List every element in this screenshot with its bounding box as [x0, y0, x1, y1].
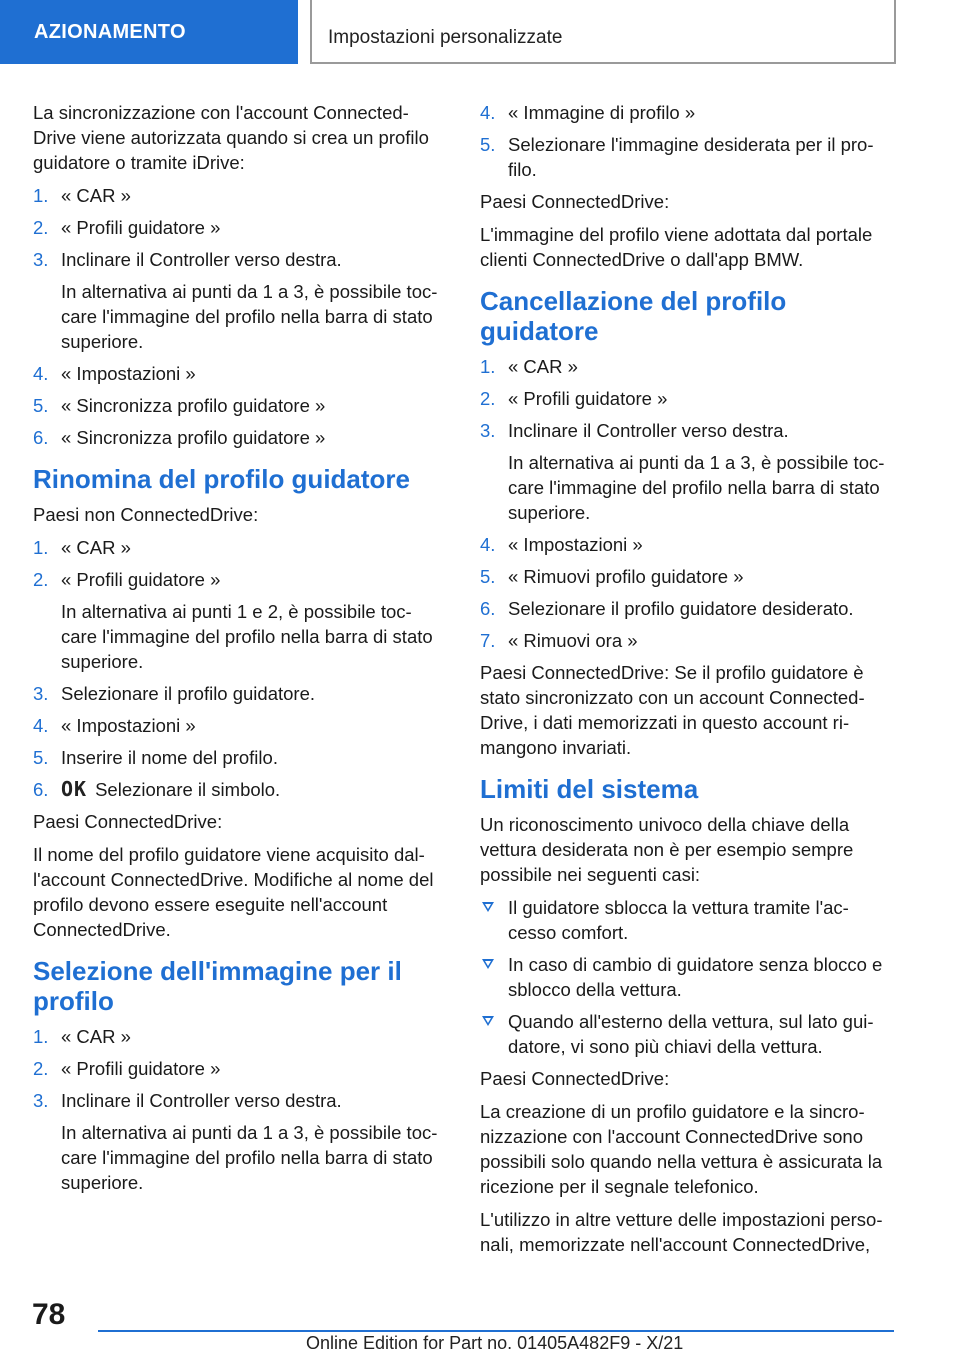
step-text: « Rimuovi ora »	[508, 630, 638, 651]
image-steps-list-continued	[480, 100, 894, 182]
step-number: 4.	[33, 715, 49, 736]
step-text: Inclinare il Controller verso destra.	[508, 420, 789, 441]
step-text: « Profili guidatore »	[508, 388, 668, 409]
step-number: 5.	[33, 395, 49, 416]
step-text: « Impostazioni »	[61, 715, 196, 736]
step-text: « CAR »	[61, 1026, 131, 1047]
connecteddrive-label: Paesi ConnectedDrive:	[480, 191, 670, 212]
list-item	[33, 1024, 447, 1049]
list-item	[33, 425, 447, 450]
step-number: 4.	[480, 534, 496, 555]
connecteddrive-label: Paesi ConnectedDrive:	[33, 811, 223, 832]
list-item	[480, 532, 894, 557]
list-item	[480, 418, 894, 525]
limits-bullet-list	[480, 895, 894, 1059]
list-item	[33, 777, 447, 802]
delete-note: Paesi ConnectedDrive: Se il profilo guidatore è stato sincronizzato con un account Connected-Drive, i dati memorizzati in questo account ri-mangono invariati.	[480, 662, 865, 758]
last-paragraph: L'utilizzo in altre vetture delle impostazioni perso-nali, memorizzate nell'account ConnectedDrive,	[480, 1209, 883, 1255]
list-item	[33, 681, 447, 706]
bullet-text: Quando all'esterno della vettura, sul lato gui-datore, vi sono più chiavi della vettura.	[508, 1011, 874, 1057]
bullet-item	[480, 1009, 894, 1059]
step-number: 6.	[480, 598, 496, 619]
step-number: 2.	[480, 388, 496, 409]
step-number: 2.	[33, 217, 49, 238]
step-number: 5.	[480, 134, 496, 155]
step-number: 1.	[33, 537, 49, 558]
step-text: « Impostazioni »	[61, 363, 196, 384]
step-number: 7.	[480, 630, 496, 651]
bullet-item	[480, 895, 894, 945]
list-item	[33, 361, 447, 386]
connecteddrive-text: Il nome del profilo guidatore viene acquisito dal-l'account ConnectedDrive. Modifiche al nome del profilo devono essere eseguite nell'account ConnectedDrive.	[33, 844, 434, 940]
step-number: 2.	[33, 569, 49, 590]
list-item	[33, 247, 447, 354]
step-text: Selezionare il profilo guidatore.	[61, 683, 316, 704]
triangle-bullet-icon	[482, 902, 494, 912]
list-item	[33, 215, 447, 240]
connecteddrive-signal-text: La creazione di un profilo guidatore e la sincro-nizzazione con l'account ConnectedDrive sono possibili solo quando nella vettura è assicurata la ricezione per il segnale telefonico.	[480, 1101, 883, 1197]
intro-paragraph: La sincronizzazione con l'account Connected-Drive viene autorizzata quando si crea un profilo guidatore o tramite iDrive:	[33, 102, 429, 173]
step-text: Selezionare il simbolo.	[95, 779, 281, 800]
list-item	[480, 596, 894, 621]
step-number: 3.	[33, 249, 49, 270]
list-item	[33, 567, 447, 674]
heading-system-limits: Limiti del sistema	[480, 774, 699, 804]
step-number: 3.	[33, 1090, 49, 1111]
step-text: Selezionare l'immagine desiderata per il pro-filo.	[508, 134, 874, 180]
step-text: Selezionare il profilo guidatore desiderato.	[508, 598, 854, 619]
heading-profile-image: Selezione dell'immagine per il profilo	[33, 956, 402, 1016]
right-column	[480, 100, 894, 1265]
list-item	[480, 628, 894, 653]
step-text: Inclinare il Controller verso destra.	[61, 249, 342, 270]
list-item	[480, 100, 894, 125]
step-text: « CAR »	[508, 356, 578, 377]
delete-steps-list	[480, 354, 894, 653]
step-number: 1.	[480, 356, 496, 377]
step-text: « CAR »	[61, 185, 131, 206]
step-number: 5.	[33, 747, 49, 768]
connecteddrive-image-text: L'immagine del profilo viene adottata dal portale clienti ConnectedDrive o dall'app BMW.	[480, 224, 873, 270]
step-number: 3.	[33, 683, 49, 704]
left-column	[33, 100, 447, 1202]
step-number: 6.	[33, 779, 49, 800]
step-text: « Sincronizza profilo guidatore »	[61, 427, 326, 448]
triangle-bullet-icon	[482, 959, 494, 969]
step-number: 4.	[480, 102, 496, 123]
list-item	[480, 132, 894, 182]
step-number: 2.	[33, 1058, 49, 1079]
step-number: 1.	[33, 185, 49, 206]
ok-icon: OK	[61, 777, 88, 801]
bullet-text: Il guidatore sblocca la vettura tramite l'ac-cesso comfort.	[508, 897, 849, 943]
step-text: « Immagine di profilo »	[508, 102, 696, 123]
step-note: In alternativa ai punti da 1 a 3, è possibile toc-care l'immagine del profilo nella barra di stato superiore.	[508, 452, 885, 523]
list-item	[33, 1056, 447, 1081]
rename-intro: Paesi non ConnectedDrive:	[33, 504, 259, 525]
step-number: 6.	[33, 427, 49, 448]
connecteddrive-label: Paesi ConnectedDrive:	[480, 1068, 670, 1089]
list-item	[33, 713, 447, 738]
sync-steps-list	[33, 183, 447, 450]
triangle-bullet-icon	[482, 1016, 494, 1026]
step-note: In alternativa ai punti da 1 a 3, è possibile toc-care l'immagine del profilo nella barra di stato superiore.	[61, 281, 438, 352]
step-text: « Profili guidatore »	[61, 1058, 221, 1079]
step-number: 4.	[33, 363, 49, 384]
step-text: Inserire il nome del profilo.	[61, 747, 278, 768]
step-text: « Profili guidatore »	[61, 569, 221, 590]
step-number: 3.	[480, 420, 496, 441]
footer-divider	[98, 1330, 894, 1332]
limits-intro: Un riconoscimento univoco della chiave della vettura desiderata non è per esempio sempre possibile nei seguenti casi:	[480, 814, 854, 885]
step-note: In alternativa ai punti da 1 a 3, è possibile toc-care l'immagine del profilo nella barra di stato superiore.	[61, 1122, 438, 1193]
list-item	[33, 535, 447, 560]
list-item	[33, 1088, 447, 1195]
step-text: Inclinare il Controller verso destra.	[61, 1090, 342, 1111]
step-text: « Sincronizza profilo guidatore »	[61, 395, 326, 416]
step-text: « Profili guidatore »	[61, 217, 221, 238]
rename-steps-list	[33, 535, 447, 802]
section-tab: AZIONAMENTO	[0, 0, 298, 64]
page-header	[0, 0, 960, 68]
list-item	[480, 564, 894, 589]
list-item	[33, 183, 447, 208]
heading-delete-profile: Cancellazione del profilo guidatore	[480, 286, 787, 346]
step-text: « Rimuovi profilo guidatore »	[508, 566, 744, 587]
step-text: « CAR »	[61, 537, 131, 558]
list-item	[33, 745, 447, 770]
chapter-title: Impostazioni personalizzate	[310, 0, 896, 64]
image-steps-list	[33, 1024, 447, 1195]
list-item	[33, 393, 447, 418]
step-number: 5.	[480, 566, 496, 587]
list-item	[480, 354, 894, 379]
step-number: 1.	[33, 1026, 49, 1047]
bullet-item	[480, 952, 894, 1002]
step-text: « Impostazioni »	[508, 534, 643, 555]
page-number: 78	[32, 1298, 66, 1331]
heading-rename-profile: Rinomina del profilo guidatore	[33, 464, 410, 494]
list-item	[480, 386, 894, 411]
footer-edition: Online Edition for Part no. 01405A482F9 - X/21	[306, 1333, 684, 1353]
bullet-text: In caso di cambio di guidatore senza blocco e sblocco della vettura.	[508, 954, 883, 1000]
step-note: In alternativa ai punti 1 e 2, è possibile toc-care l'immagine del profilo nella barra di stato superiore.	[61, 601, 433, 672]
